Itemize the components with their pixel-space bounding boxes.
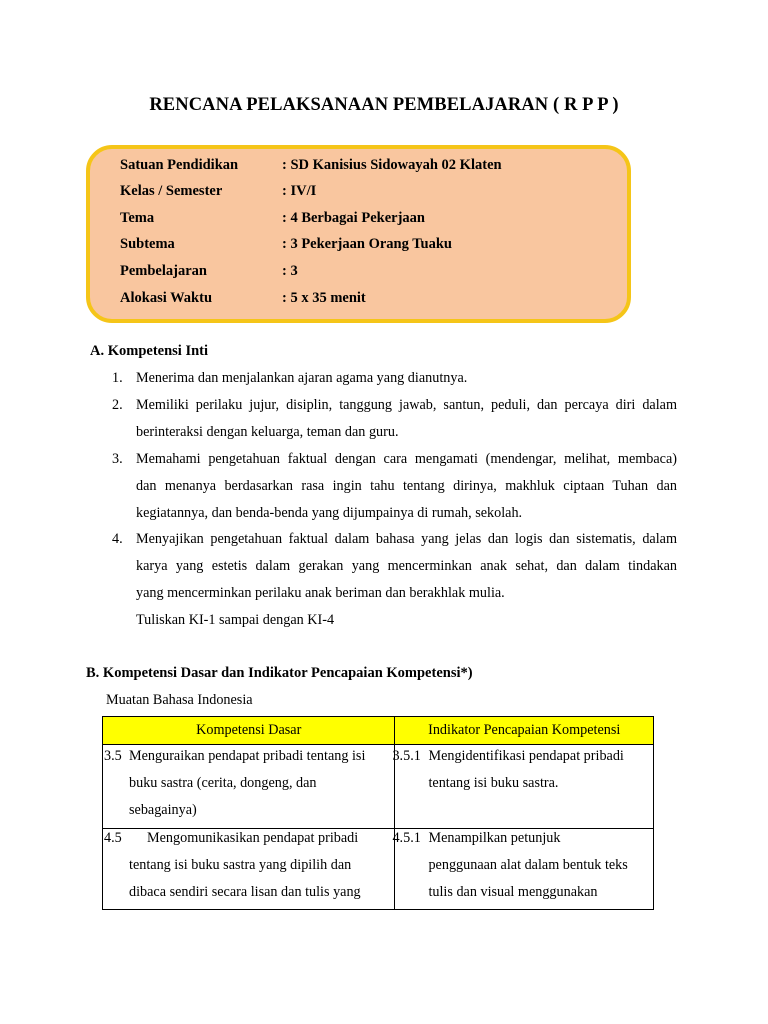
- note-text: Tuliskan KI-1 sampai dengan KI-4: [136, 612, 335, 628]
- list-number: 4.: [112, 531, 123, 547]
- ipk-code: 4.5.1: [392, 830, 421, 846]
- table-row: [103, 829, 654, 910]
- list-item-line: yang mencerminkan perilaku anak beriman dan berakhlak mulia.: [136, 585, 505, 601]
- kd-line: buku sastra (cerita, dongeng, dan: [129, 775, 317, 791]
- list-item-line: kegiatannya, dan benda-benda yang dijumpainya di rumah, sekolah.: [136, 505, 523, 521]
- kd-cell: [103, 829, 395, 910]
- list-number: 1.: [112, 370, 123, 386]
- list-item-line: dan menanya berdasarkan rasa ingin tahu tentang dirinya, makhluk ciptaan Tuhan dan: [136, 478, 677, 494]
- table-row: [103, 745, 654, 829]
- info-value: : 4 Berbagai Pekerjaan: [282, 210, 425, 226]
- info-value: : 5 x 35 menit: [282, 290, 366, 306]
- list-item-line: Memahami pengetahuan faktual dengan cara mengamati (mendengar, melihat, membaca): [136, 451, 677, 467]
- ipk-line: penggunaan alat dalam bentuk teks: [428, 857, 628, 873]
- list-item-line: Memiliki perilaku jujur, disiplin, tanggung jawab, santun, peduli, dan percaya diri dalam: [136, 397, 677, 413]
- subject-label: Muatan Bahasa Indonesia: [106, 692, 253, 708]
- kd-line: tentang isi buku sastra yang dipilih dan: [129, 857, 352, 873]
- table-header-row: [103, 717, 654, 745]
- kd-line: sebagainya): [129, 802, 197, 818]
- identity-box: [86, 145, 631, 323]
- document-title: RENCANA PELAKSANAAN PEMBELAJARAN ( R P P ): [149, 95, 619, 115]
- list-number: 2.: [112, 397, 123, 413]
- info-label: Subtema: [120, 236, 175, 252]
- kd-code: 4.5: [104, 830, 122, 846]
- kd-code: 3.5: [104, 748, 122, 764]
- info-value: : SD Kanisius Sidowayah 02 Klaten: [282, 157, 502, 173]
- info-label: Satuan Pendidikan: [120, 157, 239, 173]
- kd-line: Menguraikan pendapat pribadi tentang isi: [129, 748, 366, 764]
- list-item-line: Menyajikan pengetahuan faktual dalam bahasa yang jelas dan logis dan sistematis, dalam: [136, 531, 677, 547]
- section-b-heading: B. Kompetensi Dasar dan Indikator Pencapaian Kompetensi*): [86, 665, 473, 681]
- ipk-line: Menampilkan petunjuk: [428, 830, 561, 846]
- list-item-line: karya yang estetis dalam gerakan yang mencerminkan anak sehat, dan dalam tindakan: [136, 558, 677, 574]
- ipk-line: Mengidentifikasi pendapat pribadi: [428, 748, 624, 764]
- header-kompetensi-dasar: Kompetensi Dasar: [103, 717, 395, 745]
- info-value: : 3 Pekerjaan Orang Tuaku: [282, 236, 452, 252]
- kd-cell: [103, 745, 395, 829]
- info-label: Pembelajaran: [120, 263, 207, 279]
- ipk-line: tentang isi buku sastra.: [428, 775, 559, 791]
- header-indikator: Indikator Pencapaian Kompetensi: [395, 717, 654, 745]
- info-value: : IV/I: [282, 183, 317, 199]
- list-item-line: Menerima dan menjalankan ajaran agama yang dianutnya.: [136, 370, 468, 386]
- kd-line: Mengomunikasikan pendapat pribadi: [147, 830, 359, 846]
- info-label: Alokasi Waktu: [120, 290, 213, 306]
- ipk-cell: [392, 829, 654, 910]
- list-item-line: berinteraksi dengan keluarga, teman dan guru.: [136, 424, 399, 440]
- ipk-line: tulis dan visual menggunakan: [428, 884, 598, 900]
- section-a-heading: A. Kompetensi Inti: [90, 343, 209, 359]
- info-label: Kelas / Semester: [120, 183, 223, 199]
- ipk-cell: [392, 745, 654, 829]
- info-label: Tema: [120, 210, 155, 226]
- list-number: 3.: [112, 451, 123, 467]
- info-value: : 3: [282, 263, 298, 279]
- competency-table: [102, 716, 654, 910]
- kd-line: dibaca sendiri secara lisan dan tulis yang: [129, 884, 361, 900]
- ipk-code: 3.5.1: [392, 748, 421, 764]
